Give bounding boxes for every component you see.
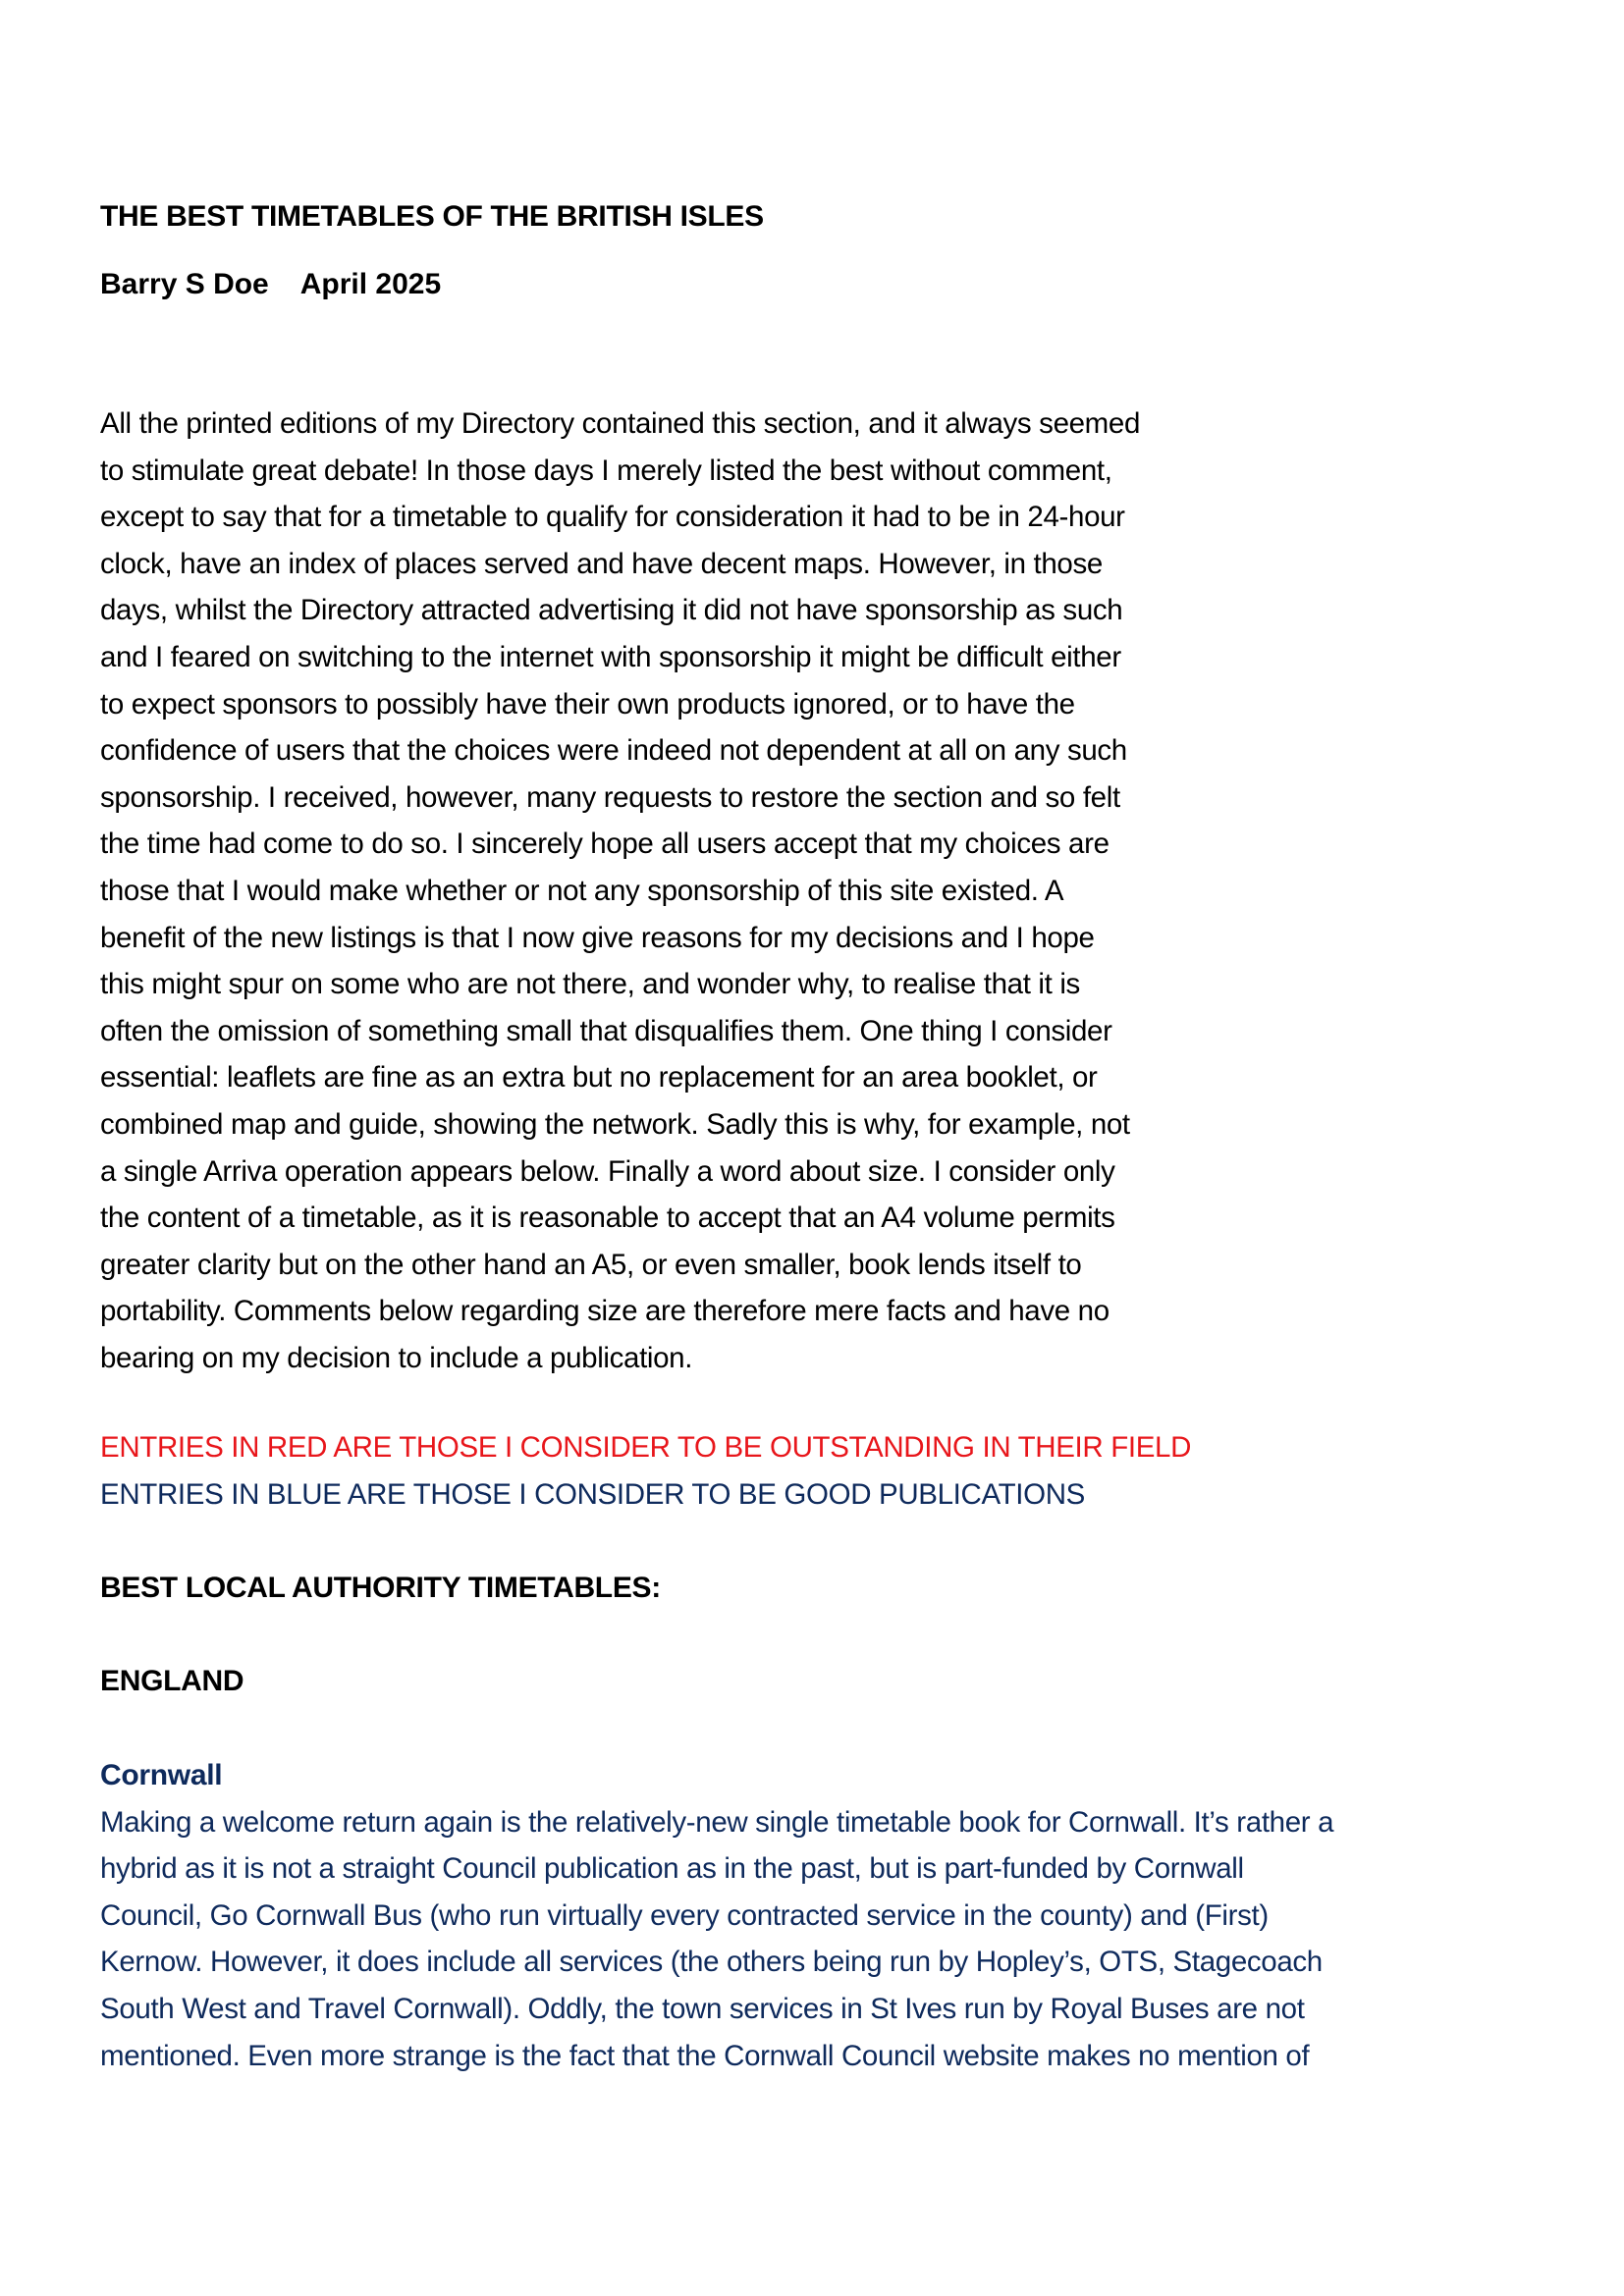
- intro-line: those that I would make whether or not any sponsorship of this site existed. A: [100, 874, 1064, 907]
- legend-blue-good: ENTRIES IN BLUE ARE THOSE I CONSIDER TO BE GOOD PUBLICATIONS: [100, 1477, 1085, 1511]
- intro-line: benefit of the new listings is that I now give reasons for my decisions and I hope: [100, 921, 1095, 954]
- intro-line: the content of a timetable, as it is reasonable to accept that an A4 volume permits: [100, 1201, 1115, 1235]
- document-title: THE BEST TIMETABLES OF THE BRITISH ISLES: [100, 200, 764, 233]
- intro-paragraph: [100, 400, 1140, 1381]
- entry-line: Making a welcome return again is the relatively-new single timetable book for Cornwall. It’s rather a: [100, 1805, 1334, 1839]
- entry-cornwall: [100, 1752, 1333, 2079]
- intro-line: a single Arriva operation appears below. Finally a word about size. I consider only: [100, 1154, 1115, 1188]
- intro-line: confidence of users that the choices were indeed not dependent at all on any such: [100, 734, 1127, 768]
- entry-line: hybrid as it is not a straight Council publication as in the past, but is part-funded by Cornwall: [100, 1852, 1244, 1886]
- intro-line: days, whilst the Directory attracted advertising it did not have sponsorship as such: [100, 594, 1123, 627]
- intro-line: combined map and guide, showing the network. Sadly this is why, for example, not: [100, 1107, 1130, 1141]
- intro-line: bearing on my decision to include a publication.: [100, 1341, 693, 1374]
- intro-line: essential: leaflets are fine as an extra but no replacement for an area booklet, or: [100, 1061, 1098, 1095]
- intro-line: the time had come to do so. I sincerely hope all users accept that my choices are: [100, 828, 1110, 861]
- intro-line: to expect sponsors to possibly have their own products ignored, or to have the: [100, 687, 1075, 721]
- byline: [100, 268, 441, 301]
- section-heading-local-authority: BEST LOCAL AUTHORITY TIMETABLES:: [100, 1572, 661, 1604]
- publication-date: April 2025: [299, 268, 442, 300]
- intro-line: often the omission of something small that disqualifies them. One thing I consider: [100, 1014, 1112, 1047]
- entry-heading-cornwall: Cornwall: [100, 1759, 223, 1791]
- intro-line: this might spur on some who are not there, and wonder why, to realise that it is: [100, 968, 1080, 1001]
- color-legend: [100, 1424, 1191, 1518]
- entry-line: Council, Go Cornwall Bus (who run virtually every contracted service in the county) and (First): [100, 1898, 1269, 1932]
- entry-line: South West and Travel Cornwall). Oddly, the town services in St Ives run by Royal Buses are not: [100, 1992, 1305, 2025]
- legend-red-outstanding: ENTRIES IN RED ARE THOSE I CONSIDER TO BE OUTSTANDING IN THEIR FIELD: [100, 1431, 1192, 1464]
- section-heading-england: ENGLAND: [100, 1665, 244, 1697]
- intro-line: All the printed editions of my Directory contained this section, and it always seemed: [100, 407, 1141, 440]
- intro-line: except to say that for a timetable to qualify for consideration it had to be in 24-hour: [100, 501, 1125, 534]
- entry-line: Kernow. However, it does include all services (the others being run by Hopley’s, OTS, Stagecoach: [100, 1946, 1323, 1979]
- intro-line: portability. Comments below regarding size are therefore mere facts and have no: [100, 1295, 1110, 1328]
- intro-line: clock, have an index of places served and have decent maps. However, in those: [100, 547, 1103, 580]
- entry-line: mentioned. Even more strange is the fact that the Cornwall Council website makes no mention of: [100, 2039, 1310, 2072]
- intro-line: and I feared on switching to the internet with sponsorship it might be difficult either: [100, 640, 1121, 673]
- intro-line: to stimulate great debate! In those days I merely listed the best without comment,: [100, 454, 1112, 487]
- author-name: Barry S Doe: [100, 268, 269, 300]
- intro-line: greater clarity but on the other hand an A5, or even smaller, book lends itself to: [100, 1248, 1082, 1281]
- intro-line: sponsorship. I received, however, many requests to restore the section and so felt: [100, 780, 1120, 814]
